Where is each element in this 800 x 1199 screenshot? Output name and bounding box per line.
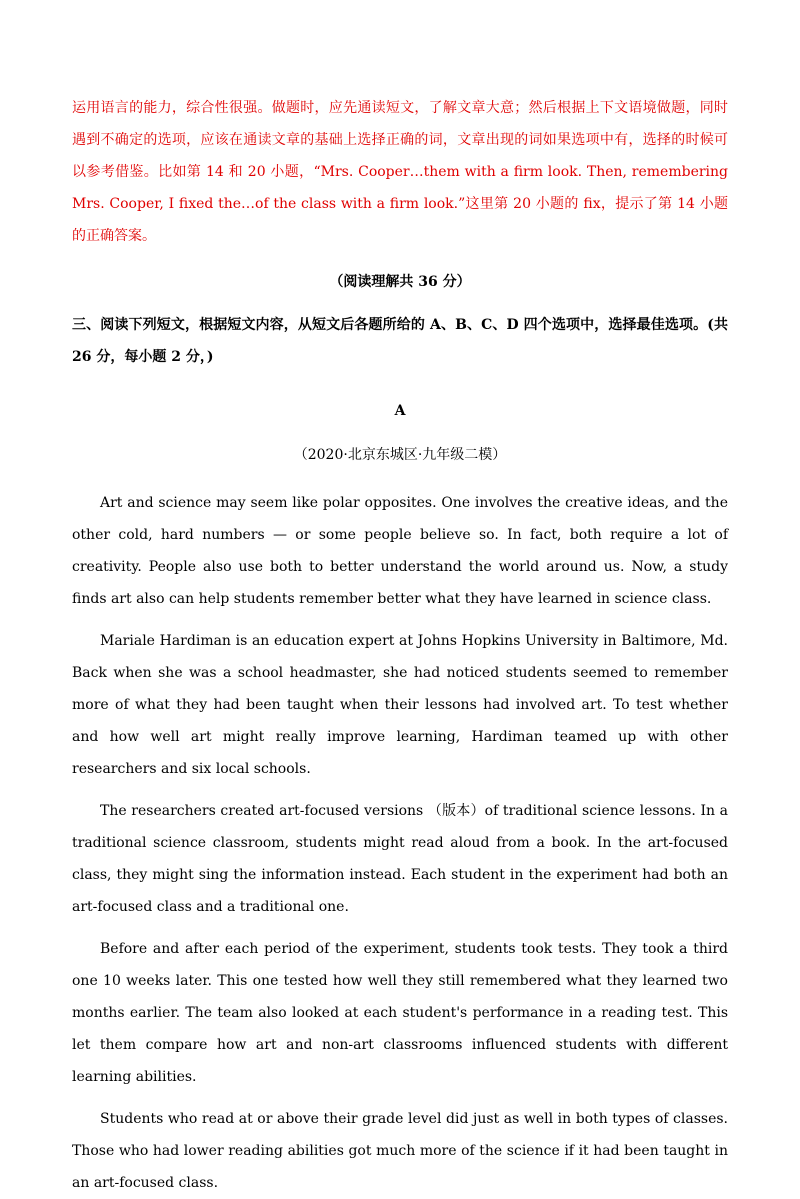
section-instruction: 三、阅读下列短文，根据短文内容，从短文后各题所给的 A、B、C、D 四个选项中，选择最佳选项。(共 26 分，每小题 2 分，) xyxy=(72,317,728,365)
passage-paragraph-4: Before and after each period of the experiment, students took tests. They took a third one 10 weeks later. This one tested how well they still remembered what they learned two months earlier. The team also looked at each student's performance in a reading test. This let them compare how art and non-art classrooms influenced students with different learning abilities. xyxy=(72,941,728,1085)
passage-paragraph-5: Students who read at or above their grade level did just as well in both types of classes. Those who had lower reading abilities got much more of the science if it had been taught in an art-focused class. xyxy=(72,1111,728,1191)
passage-source: （2020·北京东城区·九年级二模） xyxy=(293,447,507,463)
passage-label: A xyxy=(394,403,406,419)
document-page xyxy=(72,92,728,1199)
passage-paragraph-3: The researchers created art-focused versions （版本）of traditional science lessons. In a traditional science classroom, students might read aloud from a book. In the art-focused class, they might sing the information instead. Each student in the experiment had both an art-focused class and a traditional one. xyxy=(72,803,728,915)
answer-analysis: 运用语言的能力，综合性很强。做题时，应先通读短文，了解文章大意；然后根据上下文语境做题，同时遇到不确定的选项，应该在通读文章的基础上选择正确的词，文章出现的词如果选项中有，选择的时候可以参考借鉴。比如第 14 和 20 小题，“Mrs. Cooper…them with a firm look. Then, remembering Mrs. Cooper, I fixed the…of the class with a firm look.”这里第 20 小题的 fix，提示了第 14 小题的正确答案。 xyxy=(72,100,728,244)
section-heading: （阅读理解共 36 分） xyxy=(329,274,471,290)
passage-paragraph-1: Art and science may seem like polar opposites. One involves the creative ideas, and the other cold, hard numbers — or some people believe so. In fact, both require a lot of creativity. People also use both to better understand the world around us. Now, a study finds art also can help students remember better what they have learned in science class. xyxy=(72,495,728,607)
passage-paragraph-2: Mariale Hardiman is an education expert at Johns Hopkins University in Baltimore, Md. Back when she was a school headmaster, she had noticed students seemed to remember more of what they had been taught when their lessons had involved art. To test whether and how well art might really improve learning, Hardiman teamed up with other researchers and six local schools. xyxy=(72,633,728,777)
